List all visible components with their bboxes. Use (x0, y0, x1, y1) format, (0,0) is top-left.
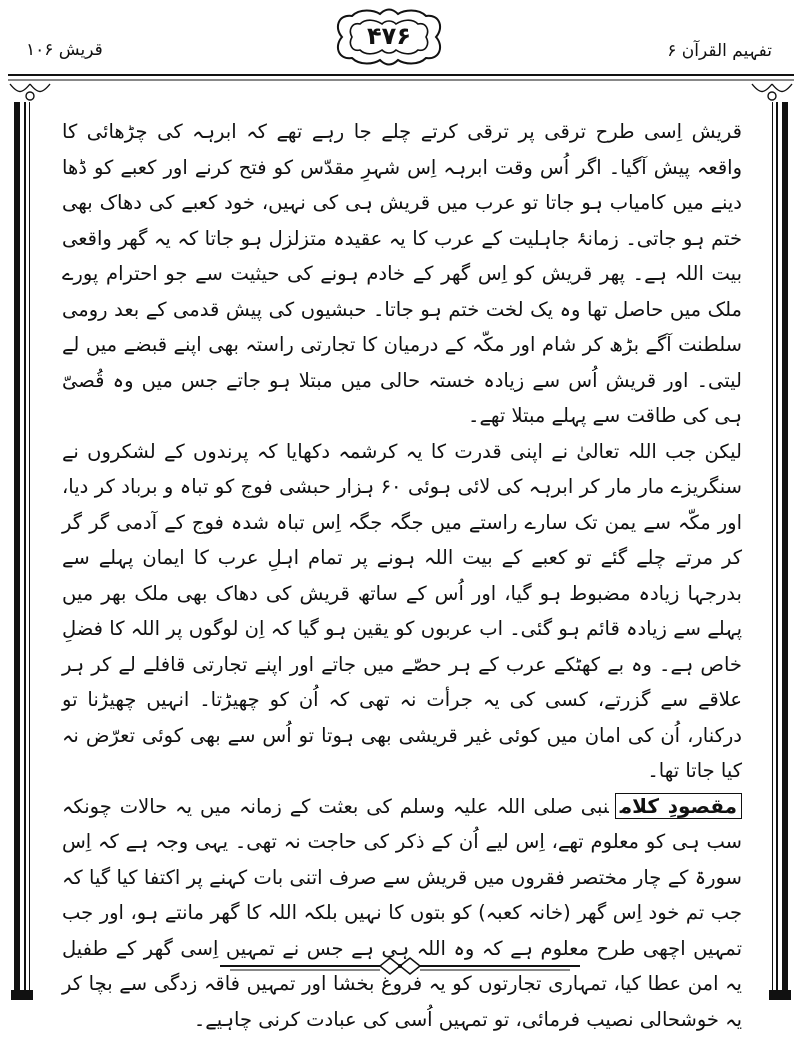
paragraph: قریش اِسی طرح ترقی پر ترقی کرتے چلے جا رہے تھے کہ ابرہہ کی چڑھائی کا واقعہ پیش آگیا۔ اگر اُس وقت ابرہہ اِس شہرِ مقدّس کو فتح کرنے اور کعبے کو ڈھا دینے میں کامیاب ہو جاتا تو عرب میں قریش ہی کی نہیں، خود کعبے کی دھاک بھی ختم ہو جاتی۔ زمانۂ جاہلیت کے عرب کا یہ عقیدہ متزلزل ہو جاتا کہ یہ گھر واقعی بیت اللہ ہے۔ پھر قریش کو اِس گھر کے خادم ہونے کی حیثیت سے جو احترام پورے ملک میں حاصل تھا وہ یک لخت ختم ہو جاتا۔ حبشیوں کی پیش قدمی کے بعد رومی سلطنت آگے بڑھ کر شام اور مکّہ کے درمیان کا تجارتی راستہ بھی اپنے قبضے میں لے لیتی۔ اور قریش اُس سے زیادہ خستہ حالی میں مبتلا ہو جاتے جس میں وہ قُصیّ ہی کی طاقت سے پہلے مبتلا تھے۔ (62, 114, 742, 434)
paragraph: لیکن جب اللہ تعالیٰ نے اپنی قدرت کا یہ کرشمہ دکھایا کہ پرندوں کے لشکروں نے سنگریزے مار مار کر ابرہہ کی لائی ہوئی ۶۰ ہزار حبشی فوج کو تباہ و برباد کر دیا، اور مکّہ سے یمن تک سارے راستے میں جگہ جگہ اِس تباہ شدہ فوج کے آدمی گر گر کر مرتے چلے گئے تو کعبے کے بیت اللہ ہونے پر تمام اہلِ عرب کا ایمان پہلے سے بدرجہا زیادہ مضبوط ہو گیا، اور اُس کے ساتھ قریش کی دھاک بھی ملک بھر میں پہلے سے زیادہ قائم ہو گئی۔ اب عربوں کو یقین ہو گیا کہ اِن لوگوں پر اللہ کا فضلِ خاص ہے۔ وہ بے کھٹکے عرب کے ہر حصّے میں جاتے اور اپنے تجارتی قافلے لے کر ہر علاقے سے گزرتے، کسی کی یہ جرأت نہ تھی کہ اُن کو چھیڑتا۔ انہیں چھیڑنا تو درکنار، اُن کی امان میں کوئی غیر قریشی بھی ہوتا تو اُس سے بھی کوئی تعرّض نہ کیا جاتا تھا۔ (62, 434, 742, 789)
paragraph (62, 789, 742, 1037)
page-header (0, 0, 802, 80)
page-number: ۴۷۶ (330, 22, 448, 50)
divider-flourish-icon (220, 954, 580, 978)
book-title: تفہیم القرآن ۶ (667, 40, 772, 61)
section-heading: مقصودِ کلام (615, 793, 742, 819)
commentary-text (62, 114, 742, 1037)
page-number-cartouche (330, 6, 448, 68)
end-ornament (220, 954, 580, 978)
surah-reference: قریش ۱۰۶ (26, 40, 103, 60)
paragraph-text: نبی صلی اللہ علیہ وسلم کی بعثت کے زمانہ میں یہ حالات چونکہ سب ہی کو معلوم تھے، اِس لیے اُن کے ذکر کی حاجت نہ تھی۔ یہی وجہ ہے کہ اِس سورۃ کے چار مختصر فقروں میں قریش سے صرف اتنی بات کہنے پر اکتفا کیا گیا کہ جب تم خود اِس گھر (خانہ کعبہ) کو بتوں کا نہیں بلکہ اللہ کا گھر مانتے ہو، اور جب تمہیں اچھی طرح معلوم ہے کہ وہ اللہ ہی ہے جس نے تمہیں اِسی گھر کے طفیل یہ امن عطا کیا، تمہاری تجارتوں کو یہ فروغ بخشا اور تمہیں فاقہ زدگی سے بچا کر یہ خوشحالی نصیب فرمائی، تو تمہیں اُسی کی عبادت کرنی چاہیے۔ (62, 795, 742, 1031)
